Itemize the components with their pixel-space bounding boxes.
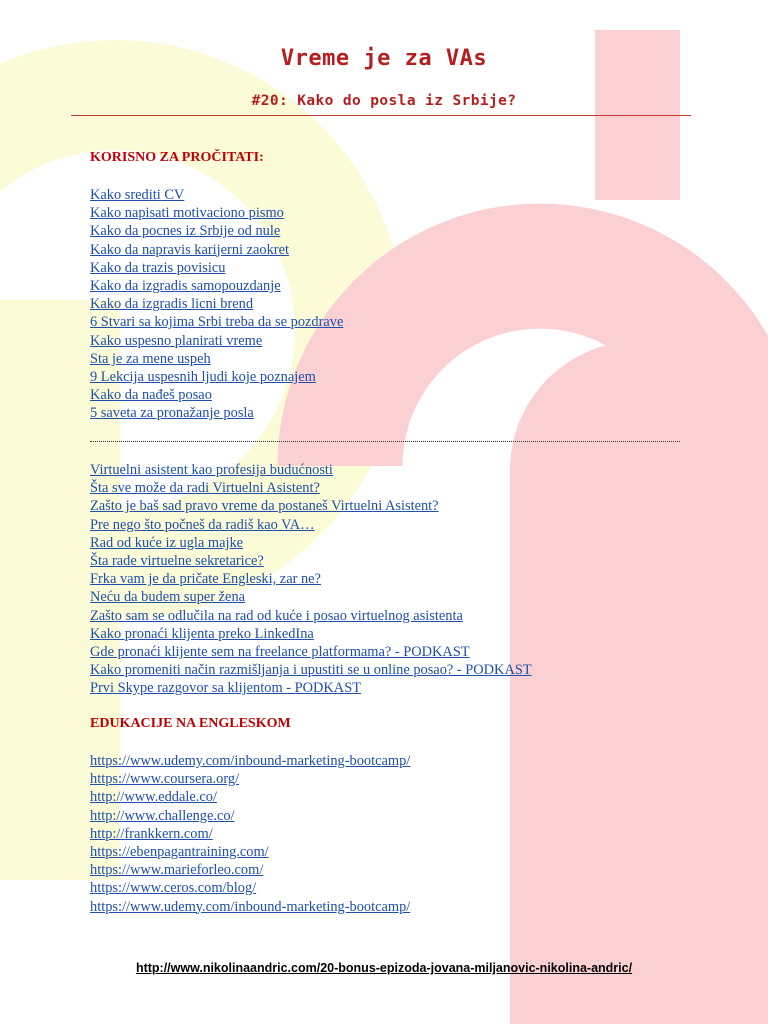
article-link[interactable]: Kako srediti CV bbox=[90, 187, 185, 203]
article-link[interactable]: Kako da izgradis licni brend bbox=[90, 296, 254, 313]
url-link[interactable]: https://www.udemy.com/inbound-marketing-bootcamp/ bbox=[90, 898, 411, 915]
section-heading-reading: KORISNO ZA PROČITATI: bbox=[90, 150, 264, 165]
list-item bbox=[90, 350, 343, 368]
article-link[interactable]: Neću da budem super žena bbox=[90, 589, 246, 606]
list-item bbox=[90, 861, 410, 879]
article-link[interactable]: Kako da napravis karijerni zaokret bbox=[90, 241, 289, 258]
education-links-list bbox=[90, 752, 410, 916]
article-link[interactable]: Kako napisati motivaciono pismo bbox=[90, 205, 284, 222]
list-item bbox=[90, 679, 532, 697]
list-item bbox=[90, 643, 532, 661]
article-link[interactable]: Kako promeniti način razmišljanja i upustiti se u online posao? - PODKAST bbox=[90, 662, 532, 679]
list-item bbox=[90, 788, 410, 806]
url-link[interactable]: http://frankkern.com/ bbox=[90, 825, 213, 842]
article-link[interactable]: Rad od kuće iz ugla majke bbox=[90, 534, 244, 551]
article-link[interactable]: Zašto je baš sad pravo vreme da postaneš Virtuelni Asistent? bbox=[90, 498, 439, 515]
article-link[interactable]: Kako da trazis povisicu bbox=[90, 259, 226, 276]
article-link[interactable]: Kako da nađeš posao bbox=[90, 387, 212, 404]
list-item bbox=[90, 898, 410, 916]
url-link[interactable]: http://www.eddale.co/ bbox=[90, 789, 217, 806]
section-heading-education: EDUKACIJE NA ENGLESKOM bbox=[90, 716, 291, 731]
article-link[interactable]: Sta je za mene uspeh bbox=[90, 350, 211, 367]
article-link[interactable]: Šta sve može da radi Virtuelni Asistent? bbox=[90, 480, 320, 497]
list-item bbox=[90, 752, 410, 770]
list-item bbox=[90, 461, 532, 479]
list-item bbox=[90, 404, 343, 422]
page-subtitle: #20: Kako do posla iz Srbije? bbox=[251, 93, 517, 109]
page-title: Vreme je za VAs bbox=[280, 46, 488, 71]
list-item bbox=[90, 295, 343, 313]
article-link[interactable]: Pre nego što počneš da radiš kao VA… bbox=[90, 516, 315, 533]
list-item bbox=[90, 313, 343, 331]
list-item bbox=[90, 625, 532, 643]
list-item bbox=[90, 534, 532, 552]
list-item bbox=[90, 222, 343, 240]
va-links-list bbox=[90, 461, 532, 697]
list-item bbox=[90, 186, 343, 204]
list-item bbox=[90, 241, 343, 259]
article-link[interactable]: Kako da pocnes iz Srbije od nule bbox=[90, 223, 281, 240]
list-item bbox=[90, 661, 532, 679]
article-link[interactable]: Kako pronaći klijenta preko LinkedIna bbox=[90, 625, 314, 642]
article-link[interactable]: Kako da izgradis samopouzdanje bbox=[90, 277, 281, 294]
url-link[interactable]: https://www.marieforleo.com/ bbox=[90, 862, 264, 879]
article-link[interactable]: Šta rade virtuelne sekretarice? bbox=[90, 552, 264, 569]
article-link[interactable]: 6 Stvari sa kojima Srbi treba da se pozdrave bbox=[90, 314, 344, 331]
article-link[interactable]: Gde pronaći klijente sem na freelance platformama? - PODKAST bbox=[90, 643, 470, 660]
list-item bbox=[90, 588, 532, 606]
list-item bbox=[90, 497, 532, 515]
list-item bbox=[90, 368, 343, 386]
article-link[interactable]: Zašto sam se odlučila na rad od kuće i posao virtuelnog asistenta bbox=[90, 607, 463, 624]
title-divider bbox=[71, 115, 691, 116]
list-item bbox=[90, 386, 343, 404]
footer-link[interactable]: http://www.nikolinaandric.com/20-bonus-epizoda-jovana-miljanovic-nikolina-andric/ bbox=[135, 961, 633, 975]
article-link[interactable]: 5 saveta za pronažanje posla bbox=[90, 405, 254, 422]
reading-links-list bbox=[90, 186, 343, 422]
url-link[interactable]: https://www.udemy.com/inbound-marketing-bootcamp/ bbox=[90, 753, 411, 769]
url-link[interactable]: https://www.ceros.com/blog/ bbox=[90, 880, 257, 897]
article-link[interactable]: 9 Lekcija uspesnih ljudi koje poznajem bbox=[90, 368, 316, 385]
article-link[interactable]: Virtuelni asistent kao profesija budućnosti bbox=[90, 462, 333, 478]
list-item bbox=[90, 825, 410, 843]
url-link[interactable]: http://www.challenge.co/ bbox=[90, 807, 235, 824]
dotted-divider bbox=[90, 441, 680, 442]
list-item bbox=[90, 770, 410, 788]
article-link[interactable]: Prvi Skype razgovor sa klijentom - PODKAST bbox=[90, 680, 361, 697]
list-item bbox=[90, 607, 532, 625]
list-item bbox=[90, 479, 532, 497]
url-link[interactable]: https://ebenpagantraining.com/ bbox=[90, 843, 269, 860]
article-link[interactable]: Kako uspesno planirati vreme bbox=[90, 332, 263, 349]
list-item bbox=[90, 552, 532, 570]
list-item bbox=[90, 204, 343, 222]
list-item bbox=[90, 570, 532, 588]
list-item bbox=[90, 879, 410, 897]
list-item bbox=[90, 259, 343, 277]
list-item bbox=[90, 332, 343, 350]
footer bbox=[0, 961, 768, 975]
list-item bbox=[90, 807, 410, 825]
list-item bbox=[90, 843, 410, 861]
article-link[interactable]: Frka vam je da pričate Engleski, zar ne? bbox=[90, 571, 321, 588]
list-item bbox=[90, 277, 343, 295]
url-link[interactable]: https://www.coursera.org/ bbox=[90, 771, 240, 788]
list-item bbox=[90, 516, 532, 534]
